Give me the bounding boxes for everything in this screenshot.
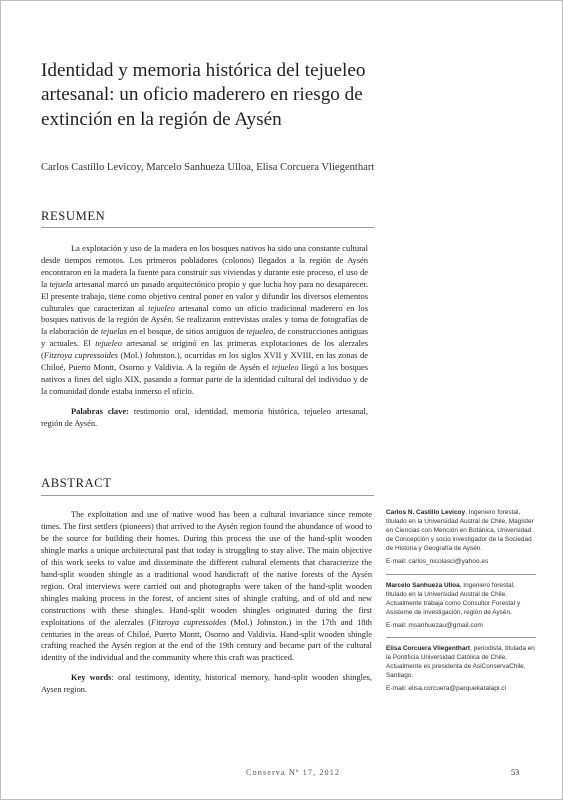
abstract-keywords: Key words: oral testimony, identity, historical memory, hand-split wooden shingles, Aysen region.: [41, 673, 372, 695]
author-note-1: Carlos N. Castillo Levicoy, Ingeniero forestal, titulado en la Universidad Austral de Chile, Magíster en Ciencias con Mención en Botánica, Universidad de Concepción y socio investigador de la Sociedad de Historia y Geografía de Aysén. E-mail: carlos_nicolasci@yahoo.es: [386, 508, 536, 567]
species-name: Fitzroya cupressoides: [151, 617, 227, 627]
note-divider: [386, 574, 536, 575]
abstract-body: [41, 509, 372, 696]
resumen-divider: [41, 227, 374, 228]
author-email-1[interactable]: E-mail: carlos_nicolasci@yahoo.es: [386, 558, 489, 566]
term-tejuela: tejuela: [49, 278, 73, 289]
abstract-heading: ABSTRACT: [41, 476, 112, 490]
resumen-heading: RESUMEN: [41, 209, 106, 223]
resumen-body: [41, 243, 368, 430]
abstract-divider: [41, 495, 374, 496]
journal-footer: Conserva Nº 17, 2012: [246, 768, 341, 777]
species-name: Fitzroya cupressoides: [43, 350, 118, 361]
abstract-paragraph: The exploitation and use of native wood has been a cultural invariance since remote times. The first settlers (pioneers) that arrived to the Aysén region found the abundance of wood to be the source for building their homes. During this process the use of the hand-split wooden shingle marks a unique architectural past that today is struggling to stay alive. The main objective of this work seeks to value and disseminate the different cultural elements that characterize the hand-split wooden shingle as a traditional wood handicraft of the native forests of the Aysén region. Oral interviews were carried out and photographs were taken of the hand-split wooden shingles making process in the forest, of ancient sites of shingle crafting, and of old and new constructions with these shingles. Hand-split wooden shingles originated during the first exploitations of the alerzales (Fitzroya cupressoides (Mol.) Johnston.) in the 17th and 18th centuries in the areas of Chiloé, Puerto Montt, Osorno and Valdivia. Hand-split wooden shingle crafting reached the Aysén region at the end of the 19th century and became part of the cultural identity of the individual and the community where this craft was practiced.: [41, 510, 372, 663]
author-note-2: Marcelo Sanhueza Ulloa, Ingeniero forestal, titulado en la Universidad Austral de Chile. Actualmente trabaja como Consultor Forestal y Asisteme de investigación, región de Aysén. E-mail: msanhuezau@gmail.com: [386, 581, 536, 630]
author-note-3: Elisa Corcuera Vliegenthart, periodista, titulada en la Pontificia Universidad Católica de Chile. Actualmente es presidenta de AsiConservaChile, Santiago. E-mail: elisa.corcuera@parquekatalapi.cl: [386, 645, 535, 693]
article-title: Identidad y memoria histórica del tejueleo artesanal: un oficio maderero en riesgo de extinción en la región de Aysén: [41, 60, 366, 130]
note-divider: [386, 637, 536, 638]
article-authors: Carlos Castillo Levicoy, Marcelo Sanhueza Ulloa, Elisa Corcuera Vliegenthart: [41, 162, 375, 173]
author-notes: [386, 508, 536, 701]
author-email-3[interactable]: E-mail: elisa.corcuera@parquekatalapi.cl: [386, 685, 506, 693]
author-email-2[interactable]: E-mail: msanhuezau@gmail.com: [386, 621, 483, 629]
page-number: 53: [511, 768, 520, 777]
resumen-keywords: Palabras clave: testimonio oral, identidad, memoria histórica, tejueleo artesanal, región de Aysén.: [41, 405, 368, 428]
resumen-paragraph: La explotación y uso de la madera en los bosques nativos ha sido una constante cultural desde tiempos remotos. Los primeros pobladores (colonos) llegados a la región de Aysén encontraron en la madera la fuente para construir sus viviendas y durante este proceso, el uso de la tejuela artesanal marcó un pasado arquitectónico propio y que lucha hoy para no desaparecer. El presente trabajo, tiene como objetivo central poner en valor y difundir los diversos elementos culturales que caracterizan al tejueleo artesanal como un oficio tradicional maderero en los bosques nativos de la región de Aysén. Se realizaron entrevistas orales y toma de fotografías de la elaboración de tejuelas en el bosque, de sitios antiguos de tejueleo, de construcciones antiguas y actuales. El tejueleo artesanal se originó en las primeras explotaciones de los alerzales (Fitzroya cupressoides (Mol.) Johnston.), ocurridas en los siglos XVII y XVIII, en las zonas de Chiloé, Puerto Montt, Osorno y Valdivia. A la región de Aysén el tejueleo llegó a los bosques nativos a fines del siglo XIX, pasando a formar parte de la identidad cultural del individuo y de la comunidad donde estaba inmerso el oficio.: [41, 243, 368, 396]
